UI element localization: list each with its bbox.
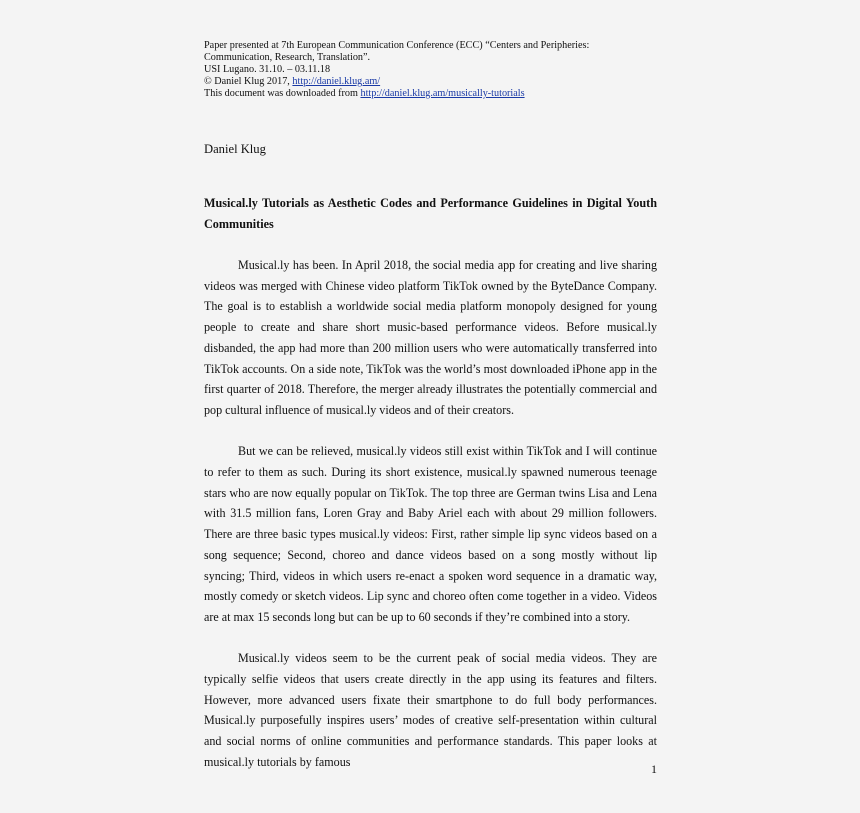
body-text <box>204 255 657 793</box>
conference-header <box>204 40 660 100</box>
copyright-line <box>204 76 660 88</box>
body-paragraph: Musical.ly videos seem to be the current peak of social media videos. They are typically selfie videos that users create directly in the app using its features and filters. However, more advanced users fixate their smartphone to do full body performances. Musical.ly purposefully inspires users’ modes of creative self-presentation within cultural and social norms of online communities and performance standards. This paper looks at musical.ly tutorials by famous <box>204 651 657 769</box>
copyright-text: © Daniel Klug 2017, <box>204 76 293 87</box>
body-paragraph: But we can be relieved, musical.ly videos still exist within TikTok and I will continue to refer to them as such. During its short existence, musical.ly spawned numerous teenage stars who are now equally popular on TikTok. The top three are German twins Lisa and Lena with 31.5 million fans, Loren Gray and Baby Ariel each with about 29 million followers. There are three basic types musical.ly videos: First, rather simple lip sync videos based on a song sequence; Second, choreo and dance videos based on a song mostly without lip syncing; Third, videos in which users re-enact a spoken word sequence in a dramatic way, mostly comedy or sketch videos. Lip sync and choreo often come together in a video. Videos are at max 15 seconds long but can be up to 60 seconds if they’re combined into a story. <box>204 444 657 624</box>
download-source-text: This document was downloaded from <box>204 88 361 99</box>
conference-info: Paper presented at 7th European Communication Conference (ECC) “Centers and Peripheries: Communication, Research, Translation”. <box>204 40 590 63</box>
body-paragraph: Musical.ly has been. In April 2018, the social media app for creating and live sharing videos was merged with Chinese video platform TikTok owned by the ByteDance Company. The goal is to establish a worldwide social media platform monopoly designed for young people to create and share short music-based performance videos. Before musical.ly disbanded, the app had more than 200 million users who were automatically transferred into TikTok accounts. On a side note, TikTok was the world’s most downloaded iPhone app in the first quarter of 2018. Therefore, the merger already illustrates the potentially commercial and pop cultural influence of musical.ly videos and of their creators. <box>204 258 657 417</box>
conference-location-dates: USI Lugano. 31.10. – 03.11.18 <box>204 64 331 75</box>
download-source-line <box>204 88 660 100</box>
page-number: 1 <box>651 762 657 776</box>
paper-title: Musical.ly Tutorials as Aesthetic Codes and Performance Guidelines in Digital Youth Communities <box>204 196 657 231</box>
author-website-link[interactable]: http://daniel.klug.am/ <box>292 76 381 87</box>
document-download-link[interactable]: http://daniel.klug.am/musically-tutorials <box>360 88 525 99</box>
author-name: Daniel Klug <box>204 142 266 156</box>
